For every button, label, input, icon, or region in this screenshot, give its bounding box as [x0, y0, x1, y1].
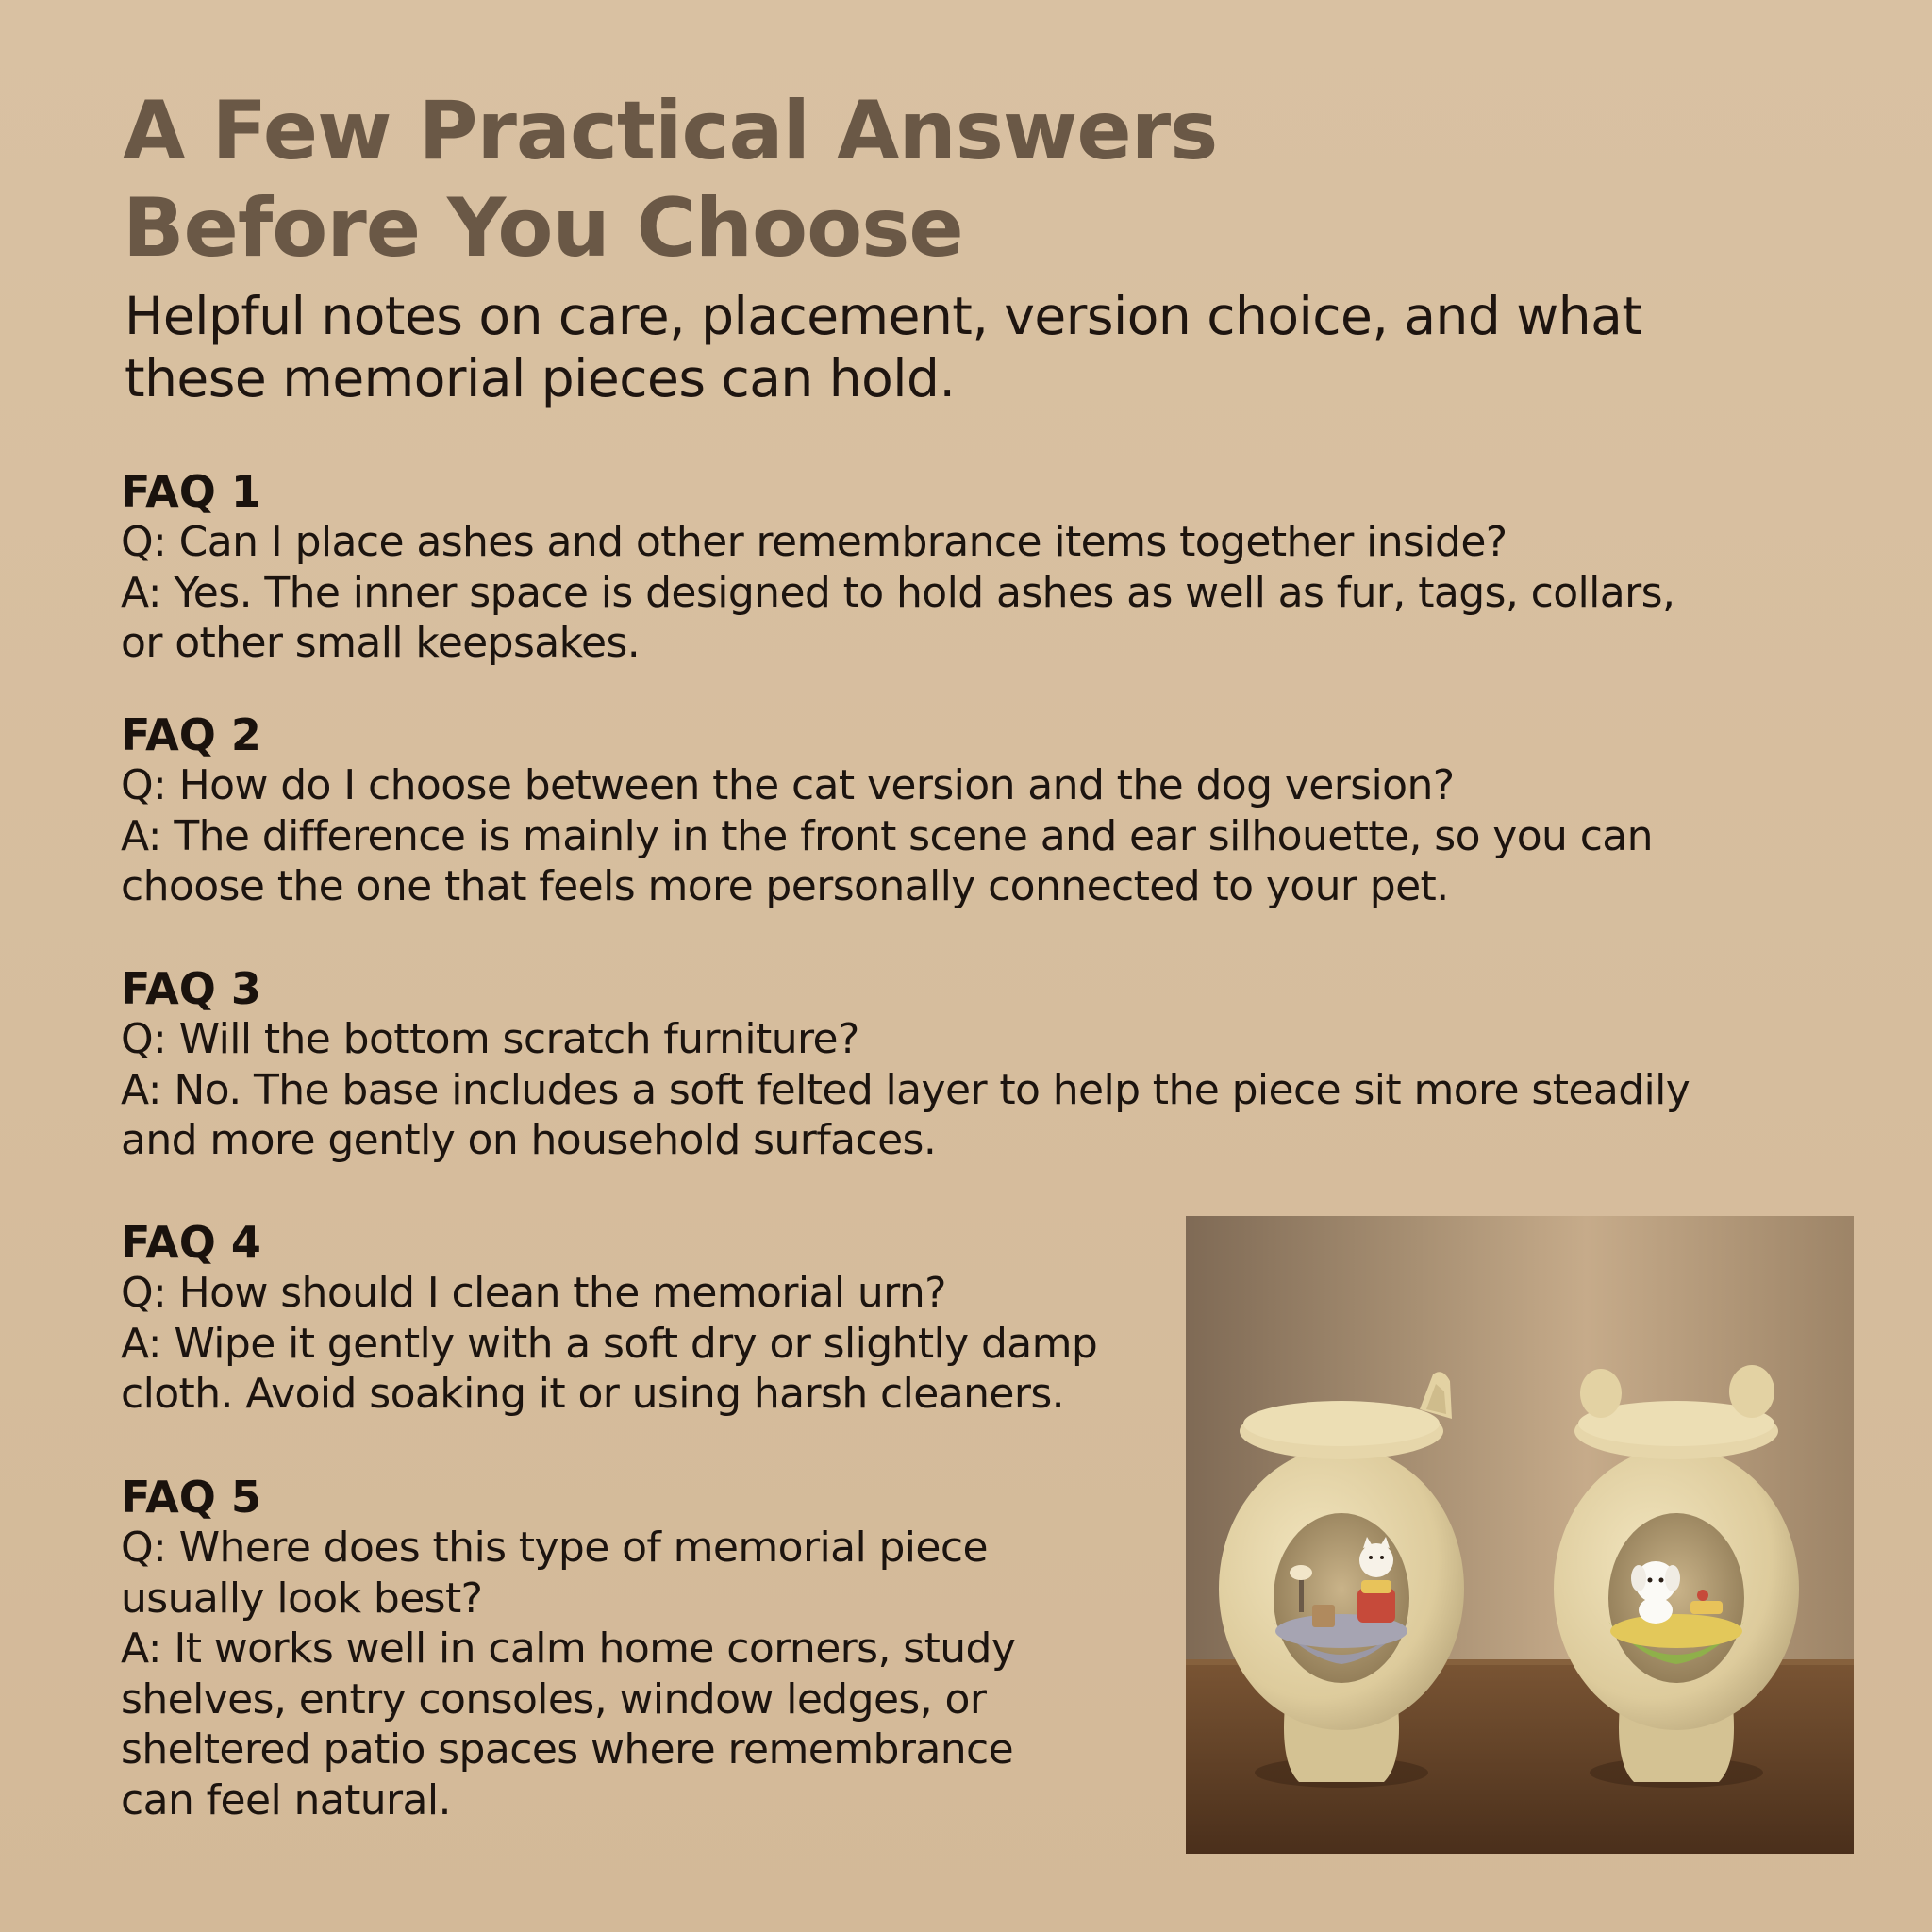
- faq-item-5: [121, 1472, 1158, 1825]
- faq-item-4: [121, 1217, 1177, 1420]
- faq-heading: FAQ 4: [121, 1217, 261, 1268]
- faq-body: [121, 517, 1875, 669]
- faq-body: [121, 1523, 1158, 1825]
- faq-question: Q: How should I clean the memorial urn?: [121, 1269, 946, 1317]
- page-title-line-2: Before You Choose: [123, 181, 963, 275]
- faq-answer-line: can feel natural.: [121, 1775, 451, 1824]
- faq-heading: FAQ 5: [121, 1472, 261, 1523]
- faq-answer-line: sheltered patio spaces where remembrance: [121, 1725, 1014, 1774]
- faq-answer-line: cloth. Avoid soaking it or using harsh cleaners.: [121, 1370, 1065, 1418]
- faq-item-1: [121, 466, 1875, 669]
- page-title-line-1: A Few Practical Answers: [123, 84, 1218, 178]
- page-subtitle-line-2: these memorial pieces can hold.: [125, 348, 956, 408]
- page-subtitle: [125, 285, 1804, 409]
- page-subtitle-line-1: Helpful notes on care, placement, version choice, and what: [125, 286, 1642, 346]
- faq-answer-line: and more gently on household surfaces.: [121, 1116, 937, 1164]
- faq-answer-line: A: The difference is mainly in the front scene and ear silhouette, so you can: [121, 811, 1653, 860]
- faq-body: [121, 1268, 1177, 1420]
- faq-body: [121, 1014, 1894, 1166]
- faq-heading: FAQ 2: [121, 709, 261, 760]
- faq-answer-line: A: It works well in calm home corners, study: [121, 1624, 1016, 1673]
- faq-item-2: [121, 709, 1875, 912]
- faq-question: Q: Can I place ashes and other remembrance items together inside?: [121, 518, 1507, 566]
- faq-answer-line: shelves, entry consoles, window ledges, or: [121, 1674, 987, 1724]
- faq-item-3: [121, 963, 1894, 1166]
- faq-heading: FAQ 3: [121, 963, 261, 1014]
- faq-question-cont: usually look best?: [121, 1574, 483, 1623]
- faq-answer-line: A: Yes. The inner space is designed to hold ashes as well as fur, tags, collars,: [121, 568, 1675, 617]
- faq-heading: FAQ 1: [121, 466, 261, 517]
- page-title: [123, 83, 1632, 277]
- faq-question: Q: Will the bottom scratch furniture?: [121, 1015, 859, 1063]
- faq-question: Q: How do I choose between the cat version and the dog version?: [121, 761, 1455, 809]
- faq-answer-line: A: Wipe it gently with a soft dry or slightly damp: [121, 1319, 1098, 1368]
- faq-answer-line: choose the one that feels more personally connected to your pet.: [121, 862, 1449, 910]
- faq-question: Q: Where does this type of memorial piece: [121, 1524, 988, 1572]
- faq-answer-line: or other small keepsakes.: [121, 619, 641, 667]
- faq-body: [121, 760, 1875, 912]
- faq-answer-line: A: No. The base includes a soft felted layer to help the piece sit more steadily: [121, 1065, 1690, 1114]
- product-photo: [1186, 1216, 1854, 1854]
